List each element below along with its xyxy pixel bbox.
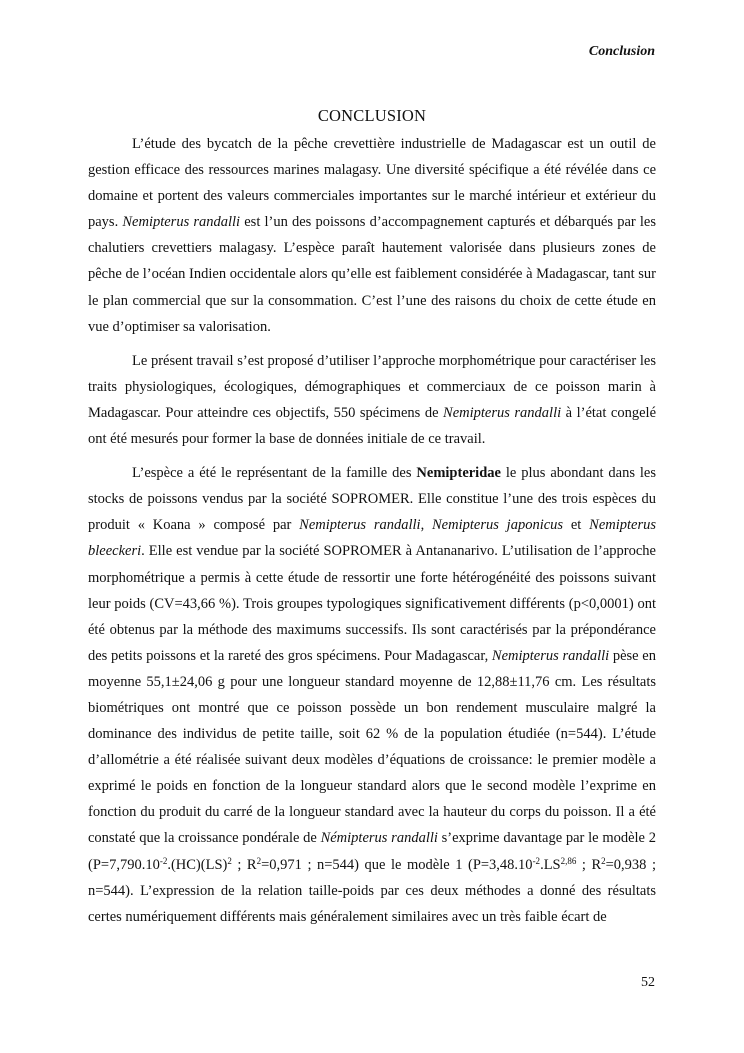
species-name: Némipterus randalli [320,830,438,847]
section-title: CONCLUSION [317,106,427,125]
paragraph-1 [88,131,656,340]
species-name: Nemipterus randalli [491,647,610,664]
p3-text-l: ; R [576,856,602,873]
species-name: Nemipterus bleeckeri [88,517,657,560]
superscript: -2 [532,855,541,866]
superscript: 2 [256,855,262,866]
p1-text-b: est l’un des poissons d’accompagnement capturés et débarqués par les chalutiers crevettiers malagasy. L’espèce paraît hautement valorisée dans plusieurs zones de pêche de l’océan Indien occidentale alors qu’elle est faiblement considérée à Madagascar, tant sur le plan commercial que sur la consommation. C’est l’une des raisons du choix de cette étude en vue d’optimiser sa valorisation. [88,214,656,335]
superscript: 2 [601,855,606,866]
p3-text-j: =0,971 ; n=544) que le modèle 1 (P=3,48.10 [261,856,533,873]
p3-text-c: , [420,517,432,534]
body-text [88,131,656,930]
superscript: 2,86 [560,855,577,866]
species-name: Nemipterus randalli [443,404,562,421]
species-name: Nemipterus randalli [299,517,421,534]
p2-text-b: à l’état congelé ont été mesurés pour former la base de données initiale de ce travail. [88,404,656,448]
superscript: 2 [227,855,232,866]
species-name: Nemipterus randalli [122,214,241,231]
p1-text-a: L’étude des bycatch de la pêche crevettière industrielle de Madagascar est un outil de gestion efficace des ressources marines malagasy. Une diversité spécifique a été révélée dans ce domaine et portent des valeurs commerciales importantes sur le marché intérieur et extérieur du pays. [88,136,656,231]
p2-text-a: Le présent travail s’est proposé d’utiliser l’approche morphométrique pour caractériser les traits physiologiques, écologiques, démographiques et commerciaux de ce poisson marin à Madagascar. Pour atteindre ces objectifs, 550 spécimens de [88,352,656,421]
p3-text-a: L’espèce a été le représentant de la famille des [132,465,417,482]
p3-text-f: pèse en moyenne 55,1±24,06 g pour une longueur standard moyenne de 12,88±11,76 cm. Les résultats biométriques ont montré que ce poisson possède un bon rendement musculaire malgré la dominance des individus de petite taille, soit 62 % de la population étudiée (n=544). L’étude d’allométrie a été réalisée suivant deux modèles d’équations de croissance: le premier modèle a exprimé le poids en fonction de la longueur standard alors que le second modèle l’exprime en fonction du produit du carré de la longueur standard avec la hauteur du corps du poisson. Il a été constaté que la croissance pondérale de [88,647,656,847]
family-name: Nemipteridae [416,465,501,482]
page-number: 52 [641,975,655,990]
paragraph-2 [88,348,656,452]
species-name: Nemipterus japonicus [432,517,564,534]
p3-text-m: =0,938 ; n=544). L’expression de la relation taille-poids par ces deux méthodes a donné des résultats certes numériquement différents mais généralement similaires avec un très faible écart de [88,856,656,925]
p3-text-k: .LS [540,856,561,873]
p3-text-e: . Elle est vendue par la société SOPROMER à Antananarivo. L’utilisation de l’approche morphométrique a permis à cette étude de ressortir une forte hétérogénéité des poissons suivant leur poids (CV=43,66 %). Trois groupes typologiques significativement différents (p<0,0001) ont été obtenus par la méthode des maximums successifs. Ils sont caractérisés par la prépondérance des petits poissons et la rareté des gros spécimens. Pour Madagascar, [88,543,656,664]
p3-text-i: ; R [231,856,257,873]
p3-text-d: et [563,517,590,534]
p3-text-b: le plus abondant dans les stocks de poissons vendus par la société SOPROMER. Elle constitue l’une des trois espèces du produit « Koana » composé par [88,465,656,534]
paragraph-3 [88,460,656,930]
p3-text-g: s’exprime davantage par le modèle 2 (P=7,790.10 [88,830,656,873]
running-header: Conclusion [588,44,655,59]
superscript: -2 [159,855,168,866]
p3-text-h: .(HC)(LS) [167,856,228,873]
